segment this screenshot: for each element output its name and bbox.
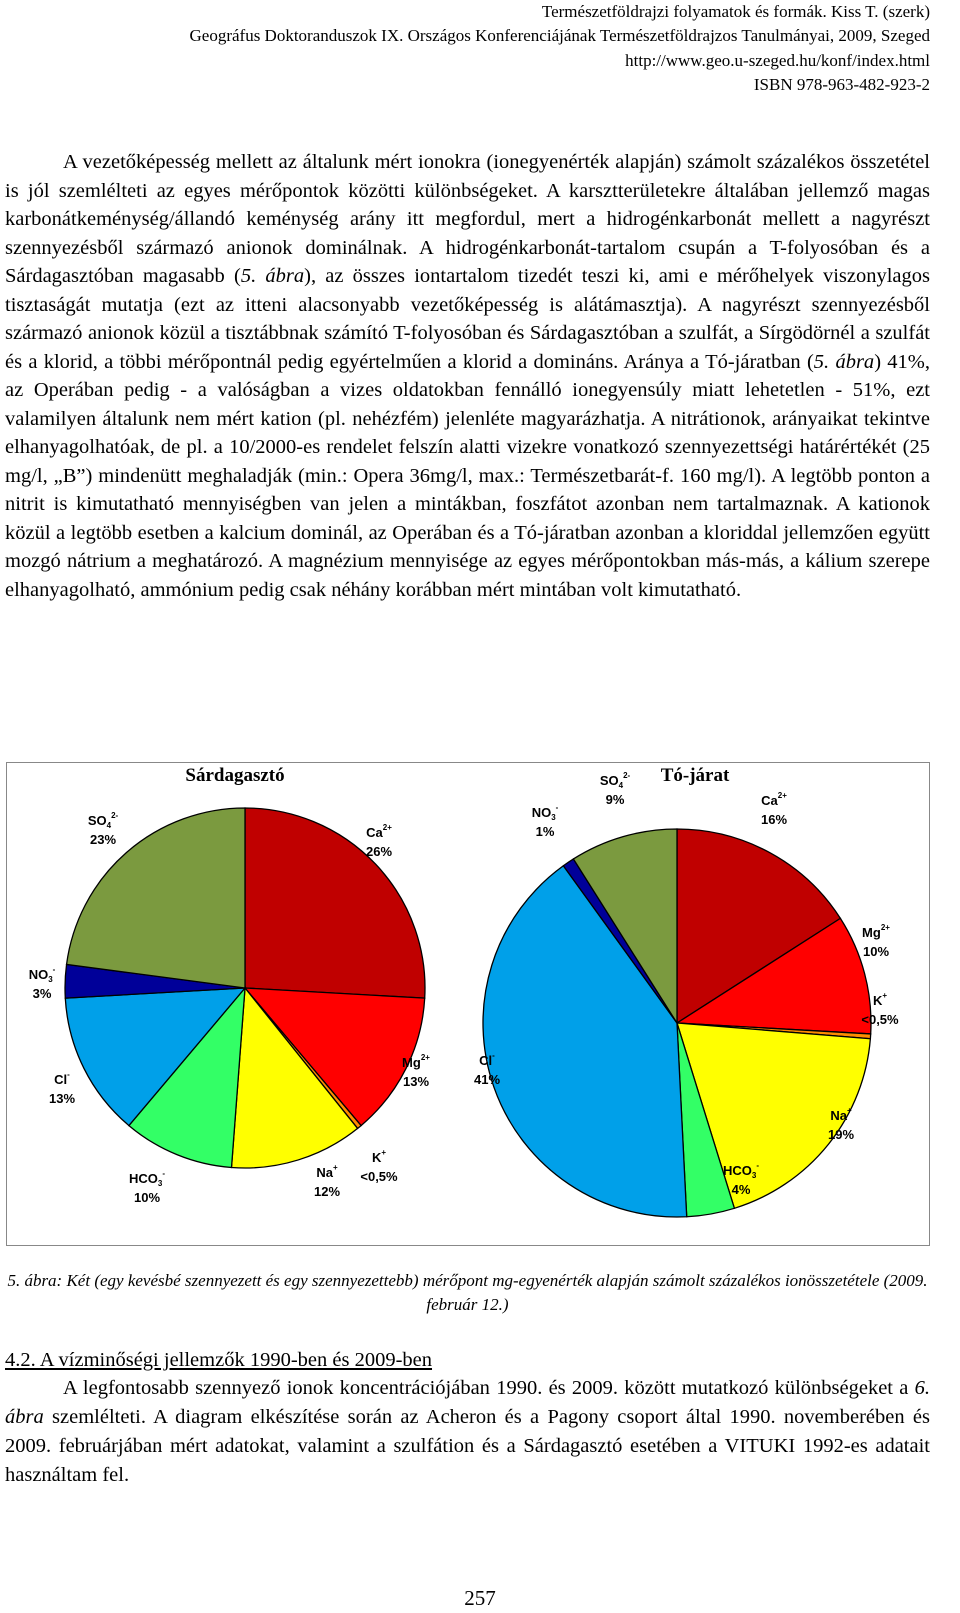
slice-label: $NO_3^-$ [531, 803, 559, 822]
slice-percent: 26% [365, 844, 393, 859]
slice-label: $SO_4^{2-}$ [599, 771, 631, 790]
section-heading: 4.2. A vízminőségi jellemzők 1990-ben és 2009-ben [5, 1349, 433, 1371]
figure-caption: 5. ábra: Két (egy kevésbé szennyezett és egy szennyezettebb) mérőpont mg-egyenérték alapján számolt százalékos ionösszetétele (2009. február 12.) [7, 1271, 928, 1314]
paragraph-text-2: ), az összes iontartalom tizedét teszi ki, ami e mérőhelyek viszonylagos tisztaságát mutatja (ezt az itteni alacsonyabb vezetőképesség is alátámasztja). A nagyrészt szennyezésből származó anionok közül a tisztábbnak számító T-folyosóban és Sárdagasztóban a szulfát, a Sírgödörnél a szulfát és a klorid, a többi mérőpontnál pedig egyértelműen a klorid a domináns. Aránya a Tó-járatban ( [5, 265, 930, 373]
header-line-2: Geográfus Doktoranduszok IX. Országos Konferenciájának Természetföldrajzos Tanulmányai, 2009, Szeged [189, 26, 930, 46]
slice-percent: 19% [827, 1127, 855, 1142]
chart-title: Tó-járat [660, 765, 730, 786]
paragraph-text-1: A vezetőképesség mellett az általunk mért ionokra (ionegyenérték alapján) számolt százalékos összetétel is jól szemlélteti az egyes mérőpontok közötti különbségeket. A karsztterületekre általában jellemző magas karbonátkeménység/állandó keménység arány itt megfordul, mert a hidrogénkarbonát mellett a nagyrészt szennyezésből származó anionok dominálnak. A hidrogénkarbonát-tartalom csupán a T-folyosóban és a Sárdagasztóban magasabb ( [5, 151, 930, 287]
slice-percent: 10% [862, 944, 890, 959]
paragraph-text-3: ) 41%, az Operában pedig - a valóságban a vizes oldatokban fennálló ionegyensúly miatt lehetetlen - 51%, ezt valamilyen általunk nem mért kation (pl. nehézfém) jelenléte magyarázhatja. A nitrátionok, arányaikat tekintve elhanyagolhatóak, de pl. a 10/2000-es rendelet felszín alatti vizekre vonatkozó szennyezettségi határértékét (25 mg/l, „B”) mindenütt meghaladják (min.: Opera 36mg/l, max.: Természetbarát-f. 160 mg/l). A legtöbb ponton a nitrit is kimutatható mennyiségben van jelen a mintákban, foszfátot azonban nem tartalmaznak. A kationok közül a legtöbb esetben a kalcium dominál, az Operában és a Tó-járatban azonban a kloriddal jellemzően együtt mozgó nátrium a meghatározó. A magnézium mennyisége az egyes mérőpontokban más-más, a kálium szerepe elhanyagolható, ammónium pedig csak néhány korábban mért mintában volt kimutatható. [5, 350, 930, 601]
slice-percent: 23% [89, 832, 117, 847]
section-text-1: A legfontosabb szennyező ionok koncentrációjában 1990. és 2009. között mutatkozó különbségeket a [63, 1377, 915, 1399]
slice-percent: 10% [133, 1190, 161, 1205]
slice-label: Cl- [54, 1070, 70, 1087]
slice-label: $Mg^{2+}$ [402, 1053, 430, 1070]
slice-percent: 41% [473, 1072, 501, 1087]
pie-charts [7, 763, 929, 1245]
slice-percent: 16% [760, 812, 788, 827]
slice-label: Na+ [830, 1106, 852, 1123]
slice-label: $Ca^{2+}$ [366, 823, 392, 840]
figure-reference: 5. ábra [240, 265, 305, 287]
slice-percent: 12% [313, 1184, 341, 1199]
slice-label: Na+ [316, 1163, 338, 1180]
slice-percent: <0,5% [861, 1012, 899, 1027]
slice-percent: 13% [48, 1091, 76, 1106]
slice-label: Cl- [479, 1051, 495, 1068]
slice-percent: <0,5% [360, 1169, 398, 1184]
section-paragraph [5, 1374, 930, 1490]
header-line-4: ISBN 978-963-482-923-2 [753, 75, 930, 95]
slice-percent: 3% [32, 986, 52, 1001]
pie-slice [245, 808, 425, 998]
slice-percent: 4% [731, 1182, 751, 1197]
slice-label: $Mg^{2+}$ [862, 923, 890, 940]
slice-label: $SO_4^{2-}$ [87, 811, 119, 830]
section-text-2: szemlélteti. A diagram elkészítése során az Acheron és a Pagony csoport által 1990. novemberében és 2009. februárjában mért adatokat, valamint a szulfátion és a Sárdagasztó esetében a VITUKI 1992-es adatait használtam fel. [5, 1406, 930, 1486]
slice-percent: 13% [402, 1074, 430, 1089]
slice-percent: 9% [605, 792, 625, 807]
figure-reference: 6. ábra [5, 1377, 930, 1428]
header-line-3: http://www.geo.u-szeged.hu/konf/index.html [625, 50, 930, 70]
page-number: 257 [464, 1586, 496, 1610]
main-paragraph [5, 148, 930, 604]
header-line-1: Természetföldrajzi folyamatok és formák. Kiss T. (szerk) [541, 2, 930, 21]
slice-label: $HCO_3^-$ [128, 1169, 166, 1188]
figure-reference: 5. ábra [813, 350, 875, 373]
figure-5 [6, 762, 930, 1246]
slice-label: $HCO_3^-$ [722, 1161, 760, 1180]
slice-label: $NO_3^-$ [28, 965, 56, 984]
slice-label: K+ [371, 1148, 387, 1165]
slice-label: K+ [872, 991, 888, 1008]
chart-title: Sárdagasztó [185, 765, 285, 786]
slice-label: $Ca^{2+}$ [761, 791, 787, 808]
page-header [190, 0, 931, 98]
slice-percent: 1% [535, 824, 555, 839]
